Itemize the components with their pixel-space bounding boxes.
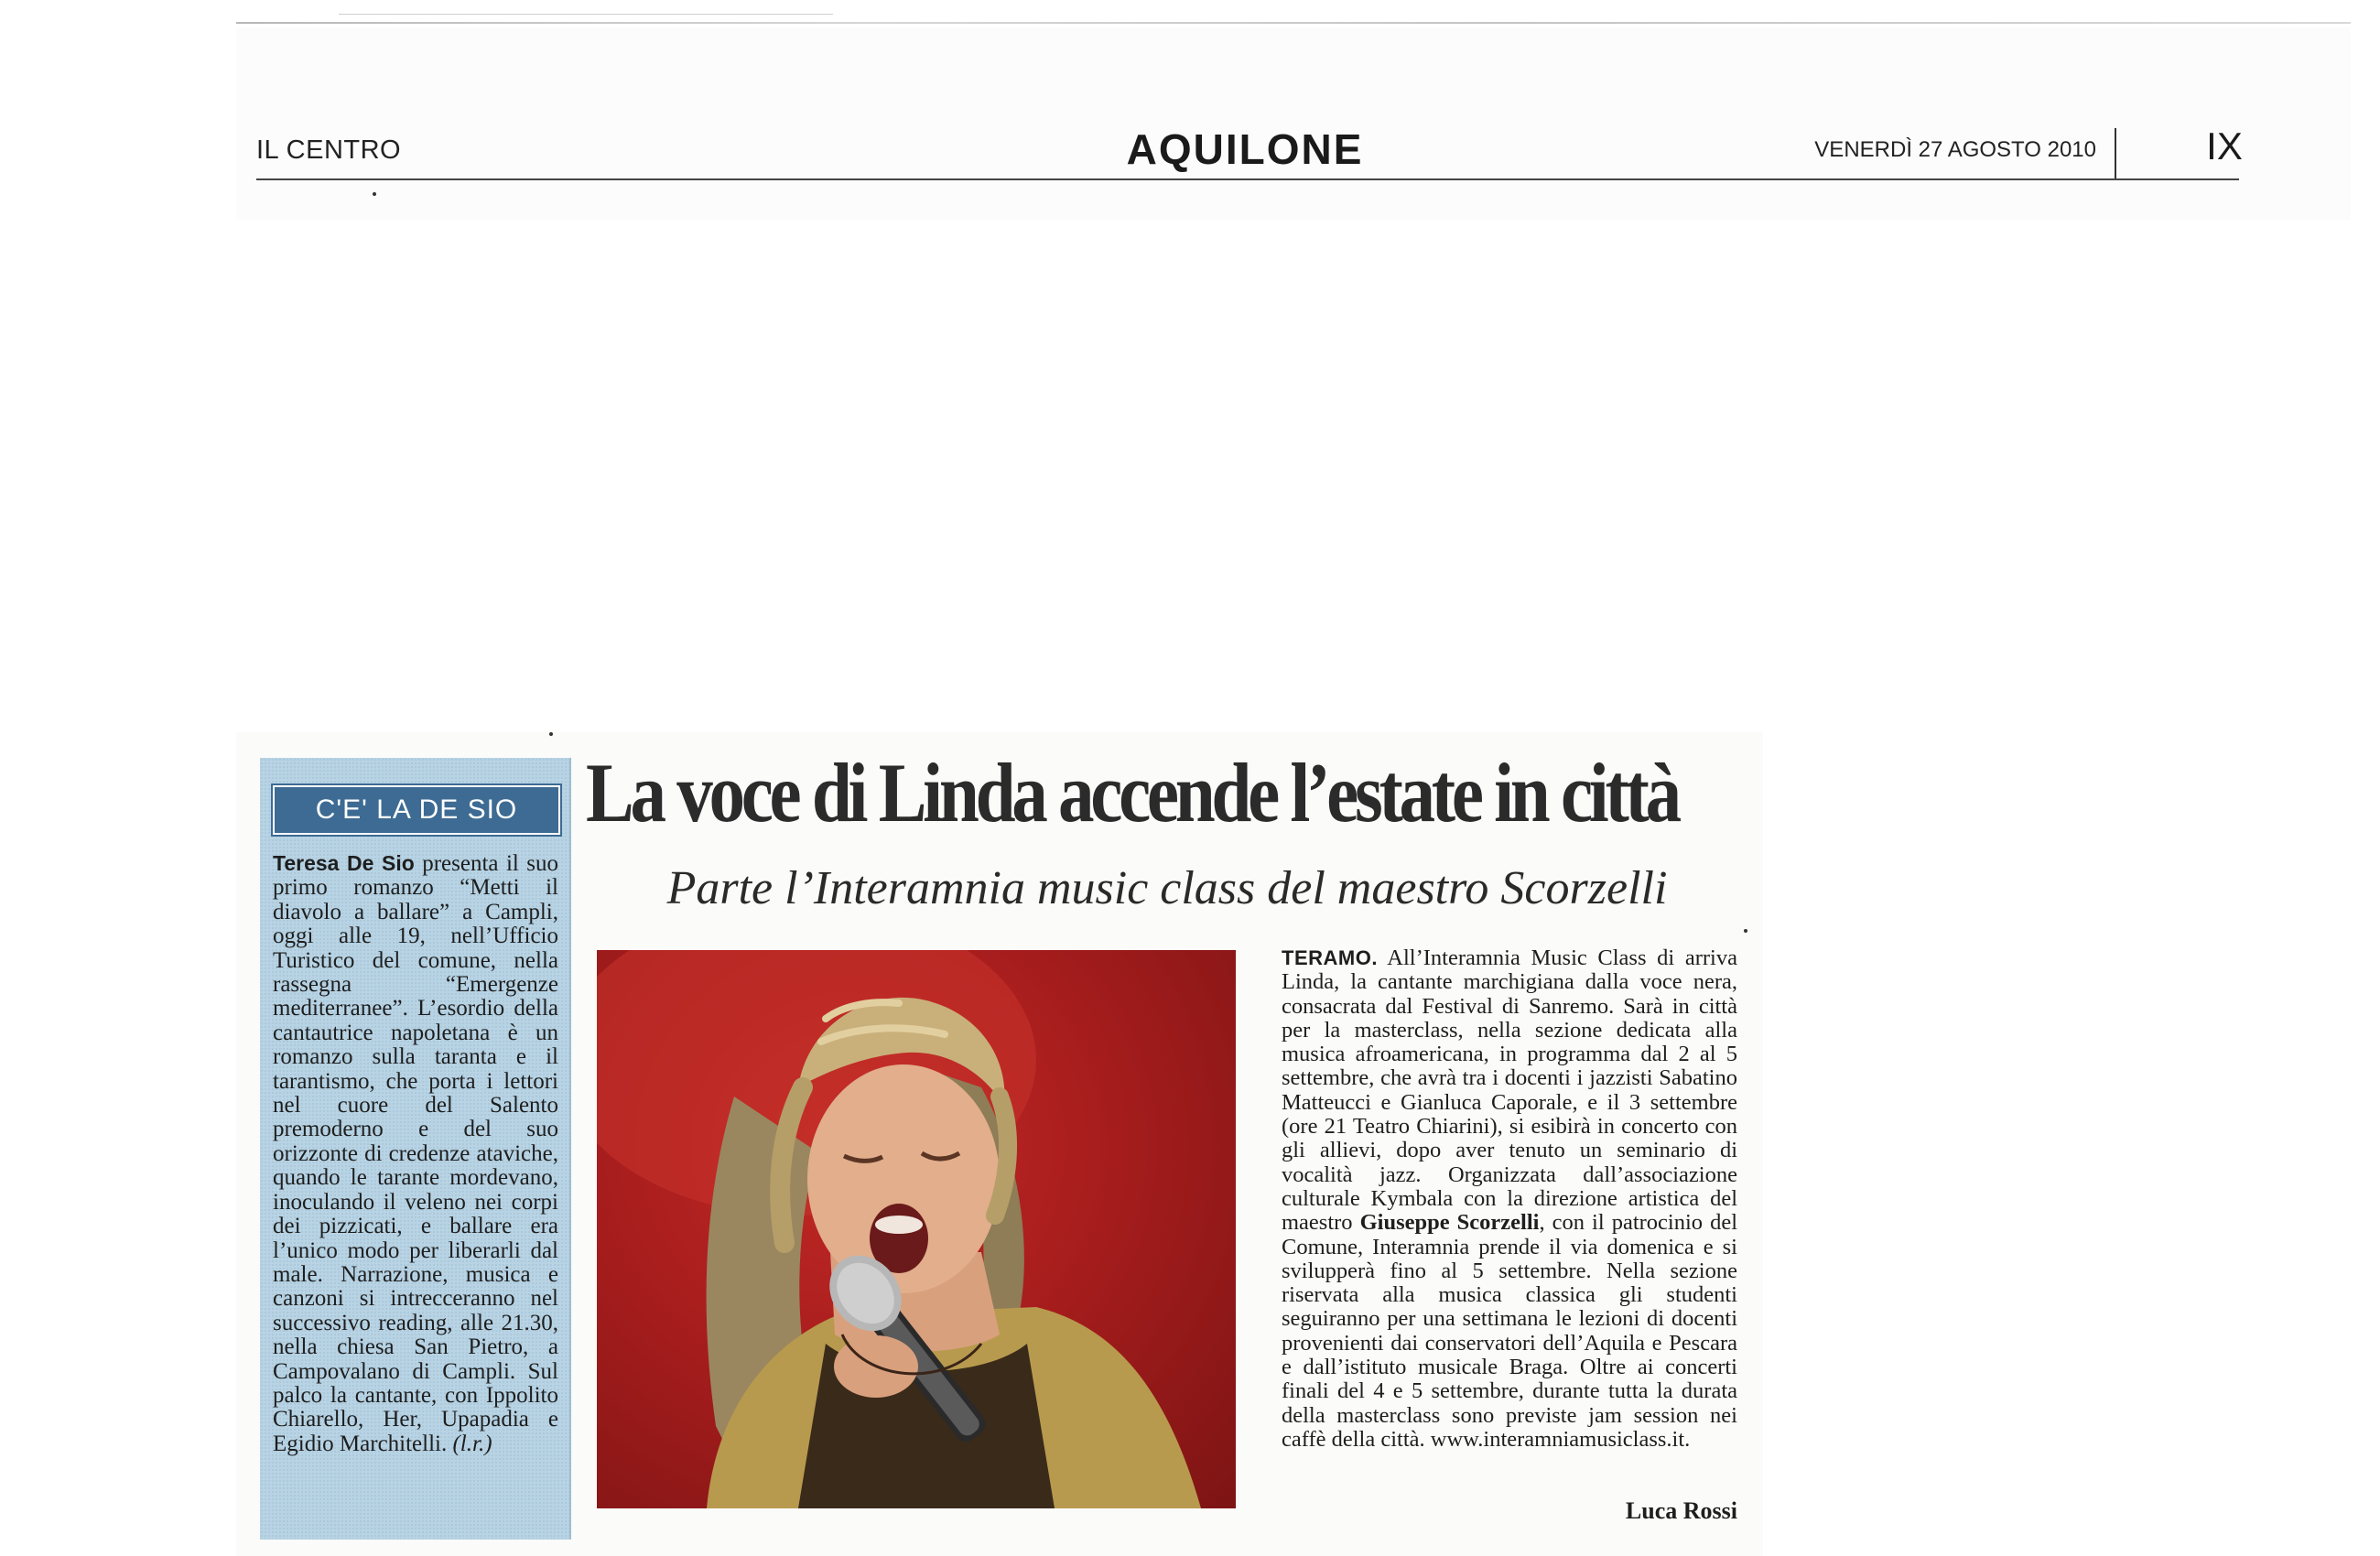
singer-illustration	[597, 950, 1236, 1508]
article-author: Luca Rossi	[1625, 1497, 1737, 1524]
article-subheadline: Parte l’Interamnia music class del maestro Scorzelli	[666, 862, 1668, 914]
sidebar-lead-name: Teresa De Sio	[273, 851, 415, 875]
sidebar-body-text: presenta il suo primo romanzo “Metti il diavolo a ballare” a Campli, oggi alle 19, nell’Ufficio Turistico del comune, nella rassegna “Emergenze mediterranee”. L’esordio della cantautrice napoletana è un romanzo sulla taranta e il tarantismo, che porta i lettori nel cuore del Salento premoderno e del suo orizzonte di credenze ataviche, quando le tarante mordevano, inoculando il veleno nei corpi dei pizzicati, e ballare era l’unico modo per liberarli dal male. Narrazione, musica e canzoni si intrecceranno nel successivo reading, alle 21.30, nella chiesa San Pietro, a Campovalano di Campli. Sul palco la cantante, con Ippolito Chiarello, Her, Upapadia e Egidio Marchitelli.	[273, 851, 559, 1456]
sidebar-signature: (l.r.)	[452, 1431, 492, 1456]
singer-photo	[597, 950, 1236, 1508]
scan-artifact-line	[236, 22, 2351, 24]
sidebar-title-bar	[273, 785, 560, 835]
issue-date: VENERDÌ 27 AGOSTO 2010	[1814, 137, 2096, 162]
article-body-text-2: , con il patrocinio del Comune, Interamnia prende il via domenica e si svilupperà fino al 5 settembre. Nella sezione riservata alla musica classica gli studenti seguiranno per una settimana le lezioni di docenti provenienti dai conservatori dell’Aquila e Pescara e dall’istituto musicale Braga. Oltre ai concerti finali del 4 e 5 settembre, durante tutta la durata della masterclass sono previste jam session nei caffè della città. www.interamniamusiclass.it.	[1282, 1210, 1737, 1452]
article-bold-name: Giuseppe Scorzelli	[1359, 1210, 1540, 1236]
header-rule	[256, 178, 2239, 180]
scan-speck	[373, 192, 376, 196]
sidebar-box	[260, 758, 571, 1540]
scan-artifact-line	[339, 14, 833, 15]
scan-speck	[1744, 929, 1747, 933]
sidebar-text	[273, 851, 558, 1456]
sidebar-title: C'E' LA DE SIO	[315, 794, 518, 825]
header-divider	[2115, 128, 2116, 179]
page-header-band	[236, 27, 2351, 220]
article-body	[1282, 946, 1737, 1452]
section-title: AQUILONE	[1126, 125, 1364, 173]
article-headline: La voce di Linda accende l’estate in città	[586, 746, 1678, 839]
page-number: IX	[2206, 124, 2243, 167]
scan-speck	[549, 732, 553, 736]
article-dateline: TERAMO.	[1282, 946, 1378, 969]
publication-name: IL CENTRO	[256, 135, 402, 165]
article-body-text-1: All’Interamnia Music Class di arriva Linda, la cantante marchigiana dalla voce nera, consacrata dal Festival di Sanremo. Sarà in città per la masterclass, nella sezione dedicata alla musica afroamericana, in programma dal 2 al 5 settembre, che avrà tra i docenti i jazzisti Sabatino Matteucci e Gianluca Caporale, e il 3 settembre (ore 21 Teatro Chiarini), si esibirà in concerto con gli allievi, dopo aver tenuto un seminario di vocalità jazz. Organizzata dall’associazione culturale Kymbala con la direzione artistica del maestro	[1282, 945, 1737, 1236]
